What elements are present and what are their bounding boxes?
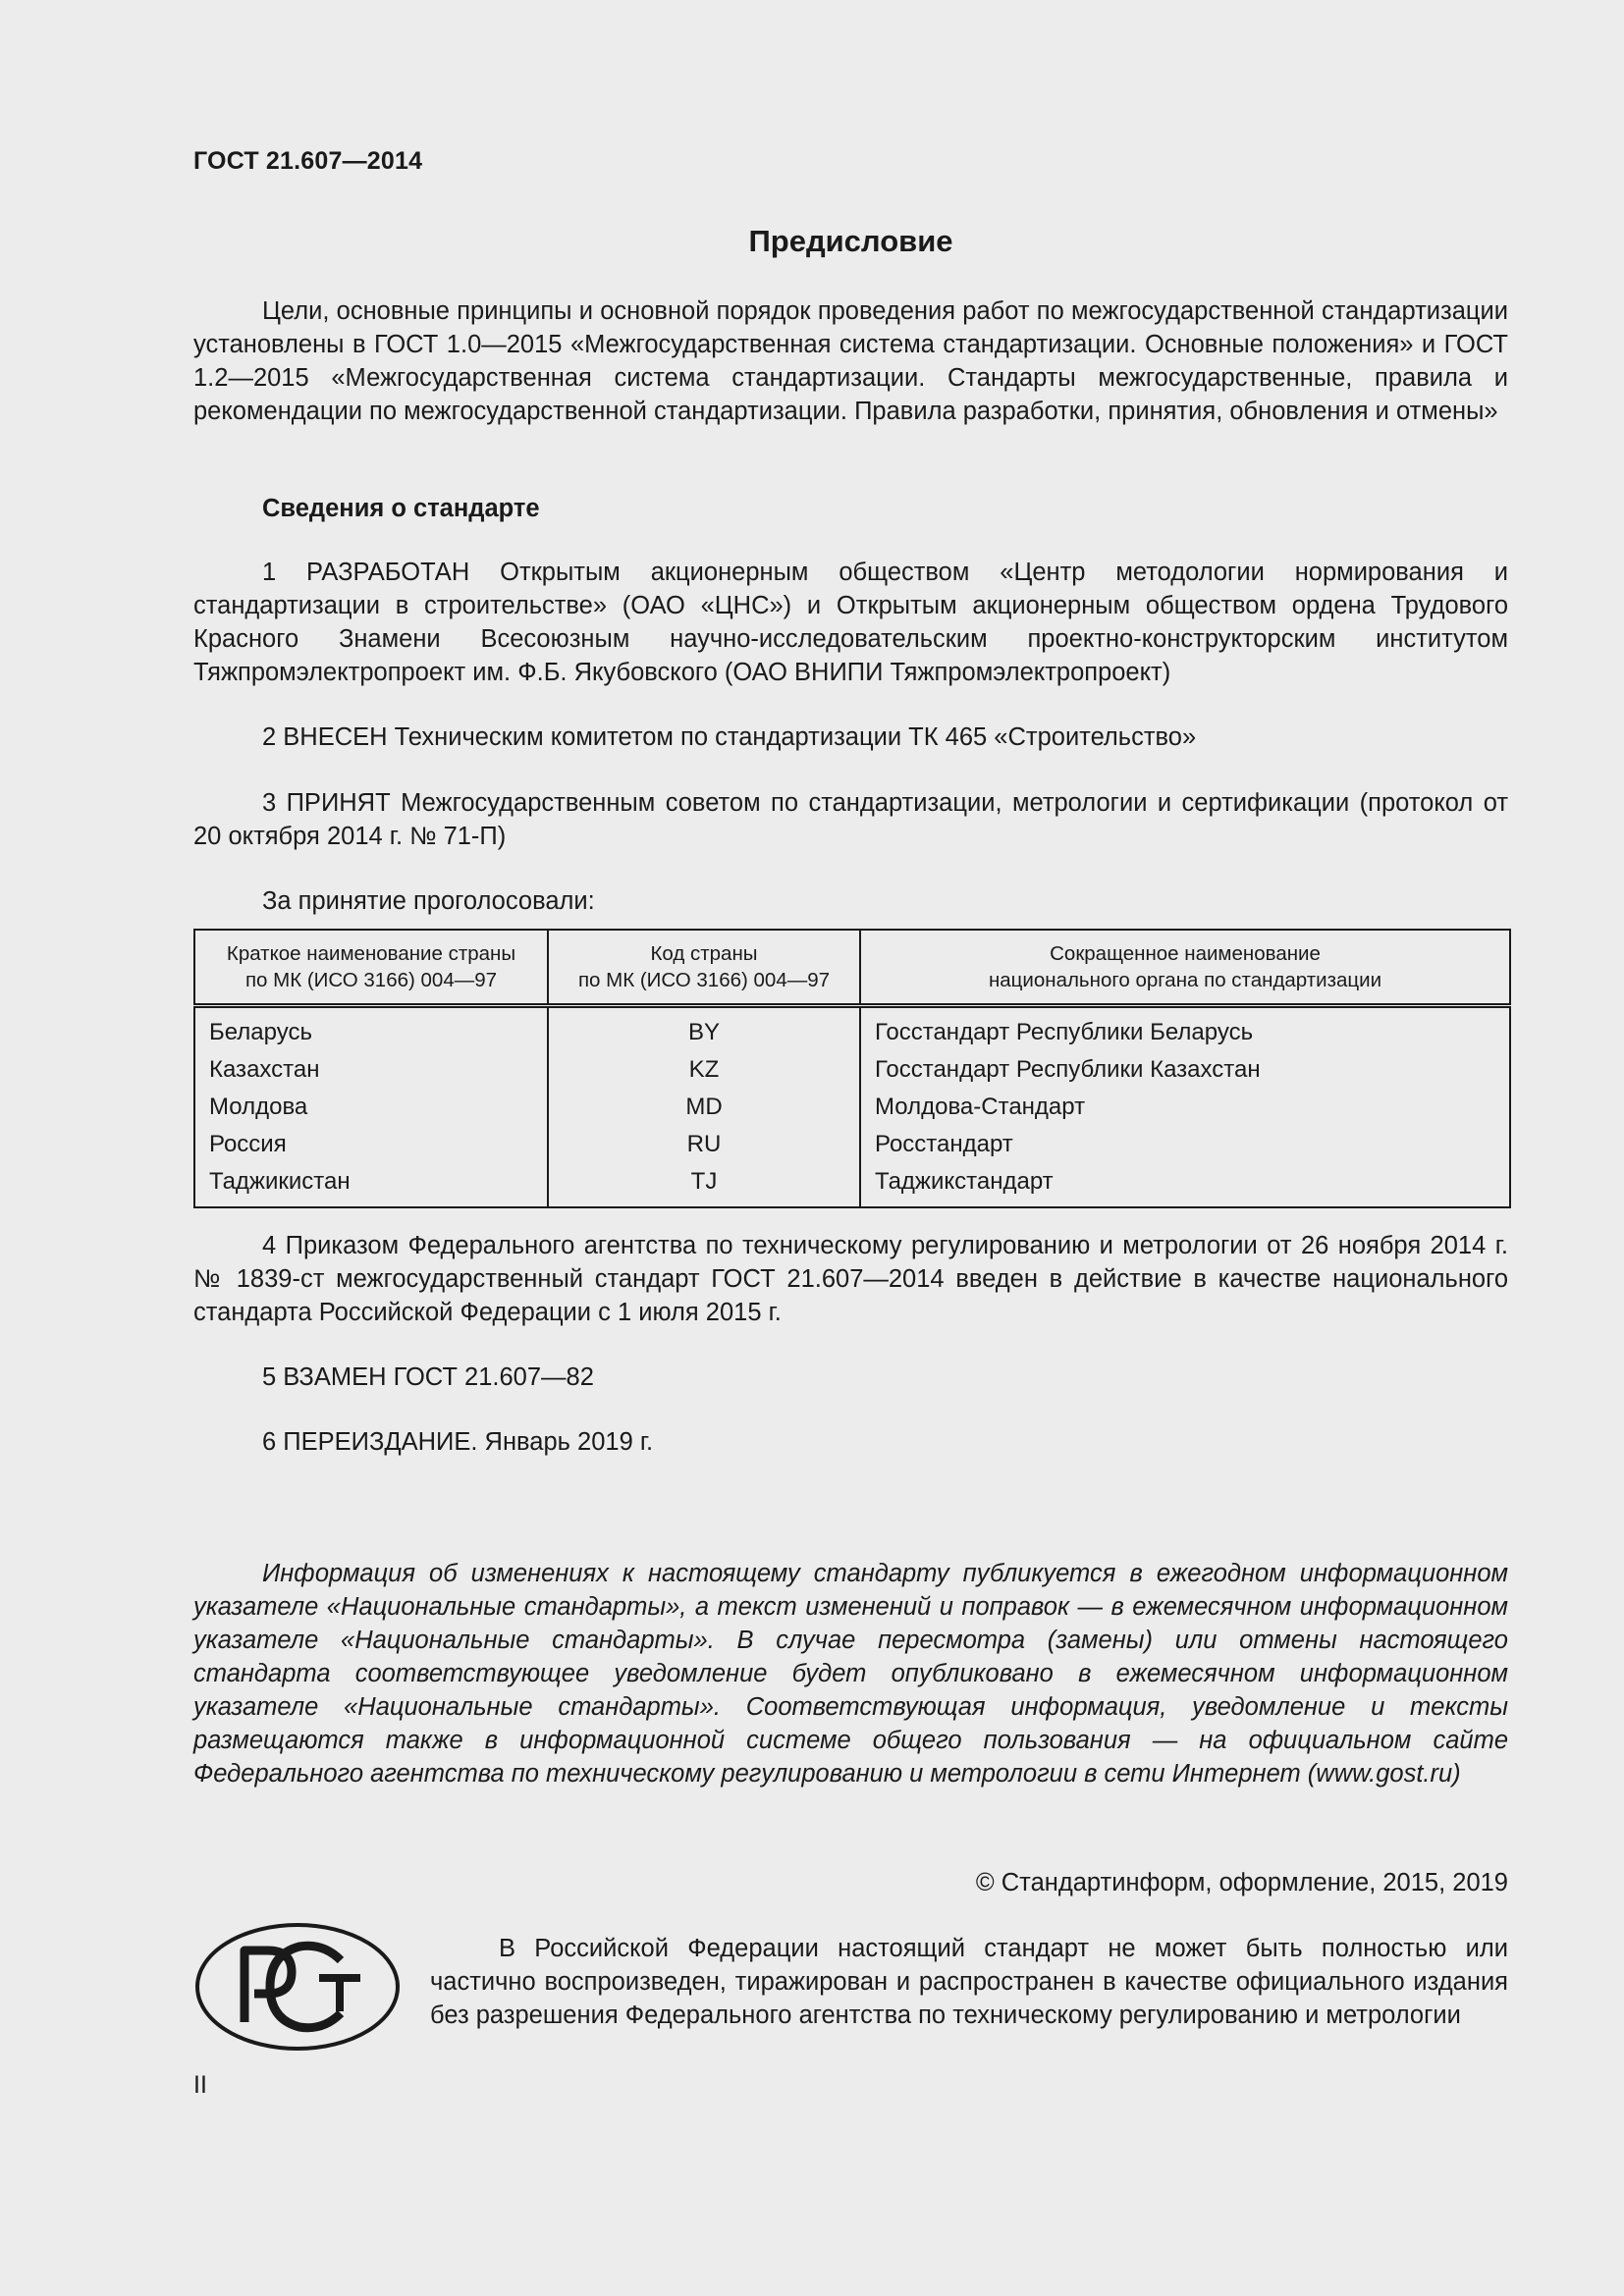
country-cell: Беларусь [194, 1006, 548, 1052]
table-header-cell: Код страны по МК (ИСО 3166) 004—97 [548, 930, 860, 1006]
country-cell: Молдова [194, 1089, 548, 1126]
table-row [194, 1163, 1510, 1207]
country-cell: Казахстан [194, 1051, 548, 1089]
voting-table [193, 929, 1511, 1208]
table-header-cell: Краткое наименование страны по МК (ИСО 3166) 004—97 [194, 930, 548, 1006]
info-heading: Сведения о стандарте [262, 495, 540, 522]
changes-notice: Информация об изменениях к настоящему стандарту публикуется в ежегодном информационном указателе «Национальные стандарты», а текст изменений и поправок — в ежемесячном информационном указателе «Национальные стандарты». В случае пересмотра (замены) или отмены настоящего стандарта соответствующее уведомление будет опубликовано в ежемесячном информационном указателе «Национальные стандарты». Соответствующая информация, уведомление и тексты размещаются также в информационной системе общего пользования — на официальном сайте Федерального агентства по техническому регулированию и метрологии в сети Интернет (www.gost.ru) [193, 1560, 1508, 1788]
item-replaces: 5 ВЗАМЕН ГОСТ 21.607—82 [262, 1363, 594, 1391]
item-order: 4 Приказом Федерального агентства по техническому регулированию и метрологии от 26 ноября 2014 г. № 1839-ст межгосударственный стандарт ГОСТ 21.607—2014 введен в действие в качестве национального стандарта Российской Федерации с 1 июля 2015 г. [193, 1232, 1508, 1326]
country-code-cell: MD [548, 1089, 860, 1126]
item-developed: 1 РАЗРАБОТАН Открытым акционерным обществом «Центр методологии нормирования и стандартизации в строительстве» (ОАО «ЦНС») и Открытым акционерным обществом ордена Трудового Красного Знамени Всесоюзным научно-исследовательским проектно-конструкторским институтом Тяжпромэлектропроект им. Ф.Б. Якубовского (ОАО ВНИПИ Тяжпромэлектропроект) [193, 559, 1508, 686]
table-row [194, 1006, 1510, 1052]
table-row [194, 1126, 1510, 1163]
agency-cell: Молдова-Стандарт [860, 1089, 1510, 1126]
agency-cell: Госстандарт Республики Беларусь [860, 1006, 1510, 1052]
agency-cell: Росстандарт [860, 1126, 1510, 1163]
country-code-cell: RU [548, 1126, 860, 1163]
table-header-row [194, 930, 1510, 1006]
country-code-cell: TJ [548, 1163, 860, 1207]
agency-cell: Госстандарт Республики Казахстан [860, 1051, 1510, 1089]
copyright-line: © Стандартинформ, оформление, 2015, 2019 [975, 1869, 1508, 1896]
table-row [194, 1051, 1510, 1089]
table-row [194, 1089, 1510, 1126]
country-code-cell: KZ [548, 1051, 860, 1089]
table-header-cell: Сокращенное наименование национального органа по стандартизации [860, 930, 1510, 1006]
page-title: Предисловие [748, 224, 953, 258]
item-reissue: 6 ПЕРЕИЗДАНИЕ. Январь 2019 г. [262, 1428, 654, 1456]
intro-paragraph: Цели, основные принципы и основной порядок проведения работ по межгосударственной стандартизации установлены в ГОСТ 1.0—2015 «Межгосударственная система стандартизации. Основные положения» и ГОСТ 1.2—2015 «Межгосударственная система стандартизации. Стандарты межгосударственные, правила и рекомендации по межгосударственной стандартизации. Правила разработки, принятия, обновления и отмены» [193, 297, 1508, 425]
country-cell: Россия [194, 1126, 548, 1163]
country-code-cell: BY [548, 1006, 860, 1052]
voted-label: За принятие проголосовали: [262, 887, 595, 915]
page-number: II [193, 2071, 207, 2099]
item-introduced: 2 ВНЕСЕН Техническим комитетом по стандартизации ТК 465 «Строительство» [262, 723, 1197, 751]
item-adopted: 3 ПРИНЯТ Межгосударственным советом по стандартизации, метрологии и сертификации (протокол от 20 октября 2014 г. № 71-П) [193, 789, 1508, 850]
document-id-header: ГОСТ 21.607—2014 [193, 147, 423, 175]
reproduction-restriction: В Российской Федерации настоящий стандарт не может быть полностью или частично воспроизведен, тиражирован и распространен в качестве официального издания без разрешения Федерального агентства по техническому регулированию и метрологии [430, 1935, 1508, 2029]
country-cell: Таджикистан [194, 1163, 548, 1207]
agency-cell: Таджикстандарт [860, 1163, 1510, 1207]
rst-certification-mark-icon [193, 1921, 402, 2053]
